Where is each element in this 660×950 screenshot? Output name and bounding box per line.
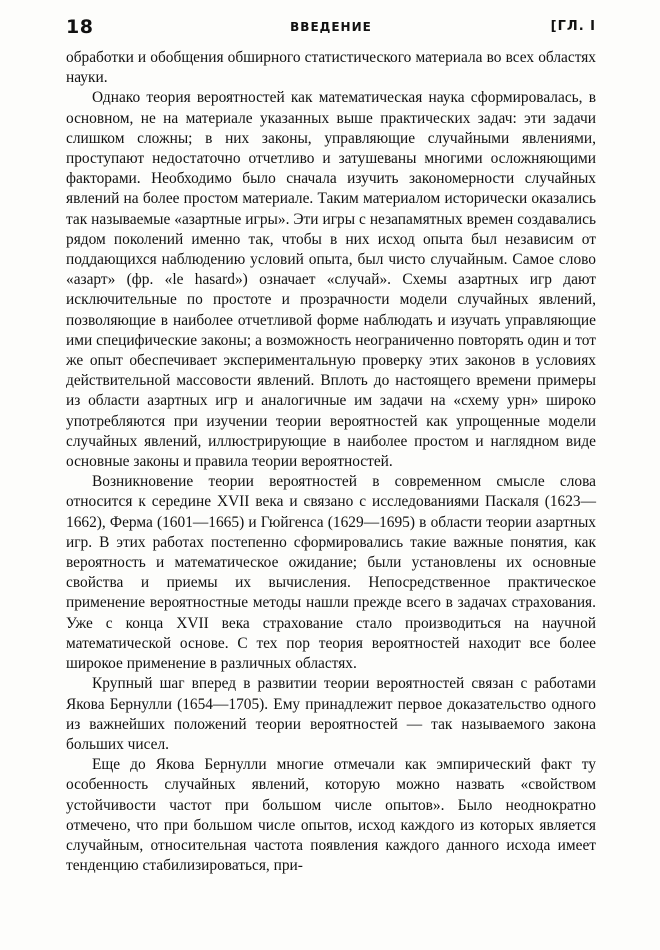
page-number: 18 xyxy=(66,16,94,38)
paragraph-bernoulli: Крупный шаг вперед в развитии теории вероятностей связан с работами Якова Бернулли (1654—1705). Ему принадлежит первое доказательство одного из важнейших положений теории вероятностей — так называемого закона больших чисел. xyxy=(66,675,596,753)
body-text xyxy=(66,48,596,876)
chapter-reference: [ГЛ. I xyxy=(550,19,596,34)
paragraph-origins: Возникновение теории вероятностей в современном смысле слова относится к середине XVII века и связано с исследованиями Паскаля (1623—1662), Ферма (1601—1665) и Гюйгенса (1629—1695) в области теории азартных игр. В этих работах постепенно сформировались такие важные понятия, как вероятность и математическое ожидание; были установлены их основные свойства и приемы их вычисления. Непосредственное практическое применение вероятностные методы нашли прежде всего в задачах страхования. Уже с конца XVII века страхование стало производиться на научной математической основе. С тех пор теория вероятностей находит все более широкое применение в различных областях. xyxy=(66,473,596,673)
running-head: ВВЕДЕНИЕ xyxy=(290,20,372,34)
paragraph-games: Однако теория вероятностей как математическая наука сформировалась, в основном, не на материале указанных выше практических задач: эти задачи слишком сложны; в них законы, управляющие случайными явлениями, проступают недостаточно отчетливо и затушеваны многими осложняющими факторами. Необходимо было сначала изучить закономерности случайных явлений на более простом материале. Таким материалом исторически оказались так называемые «азартные игры». Эти игры с незапамятных времен создавались рядом поколений именно так, чтобы в них исход опыта был независим от поддающихся наблюдению условий опыта, был чисто случайным. Самое слово «азарт» (фр. «le hasard») означает «случай». Схемы азартных игр дают исключительные по простоте и прозрачности модели случайных явлений, позволяющие в наиболее отчетливой форме наблюдать и изучать управляющие ими специфические законы; а возможность неограниченно повторять один и тот же опыт обеспечивает экспериментальную проверку этих законов в условиях действительной массовости явлений. Вплоть до настоящего времени примеры из области азартных игр и аналогичные им задачи на «схему урн» широко употребляются при изучении теории вероятностей как упрощенные модели случайных явлений, иллюстрирующие в наиболее простом и наглядном виде основные законы и правила теории вероятностей. xyxy=(66,89,596,471)
paragraph-continuation: обработки и обобщения обширного статистического материала во всех областях науки. xyxy=(66,49,596,87)
page-header xyxy=(66,16,596,42)
paragraph-stability: Еще до Якова Бернулли многие отмечали как эмпирический факт ту особенность случайных явлений, которую можно назвать «свойством устойчивости частот при большом числе опытов». Было неоднократно отмечено, что при большом числе опытов, исход каждого из которых является случайным, относительная частота появления каждого данного исхода имеет тенденцию стабилизироваться, при- xyxy=(66,756,596,875)
